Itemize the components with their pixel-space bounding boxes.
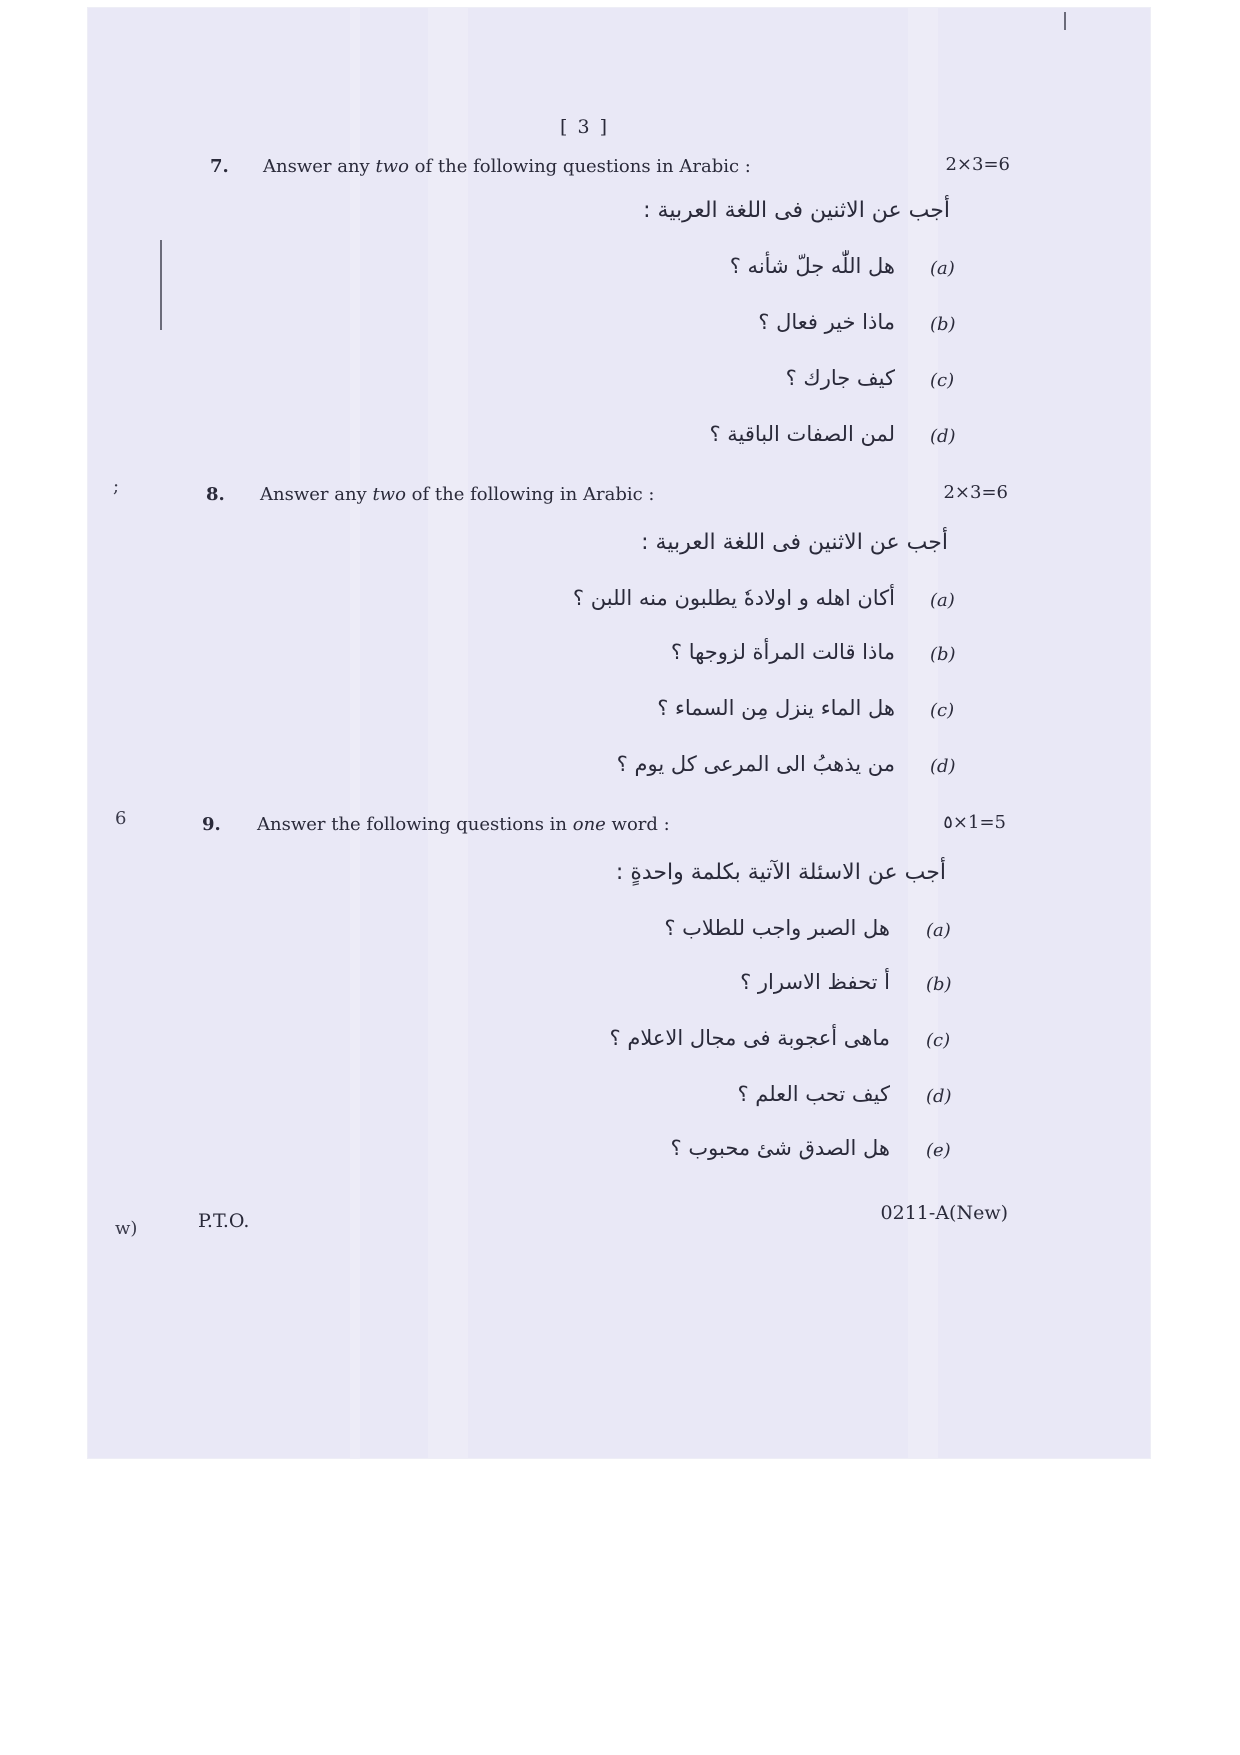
question-marks: 2×3=6 (943, 482, 1008, 503)
sub-question-text: من يذهبُ الى المرعى كل يوم ؟ (616, 752, 895, 776)
question-number: 8. (206, 484, 225, 505)
sub-question-text: ماذا قالت المرأة لزوجها ؟ (670, 640, 895, 664)
sub-question (0, 586, 1240, 626)
question-text-part: word : (605, 814, 670, 835)
sub-question (0, 310, 1240, 350)
question-text-emphasis: two (375, 156, 409, 177)
sub-question-text: هل اللّٰه جلّ شأنه ؟ (729, 254, 895, 278)
sub-question-label: (a) (926, 920, 951, 941)
sub-question (0, 916, 1240, 956)
question-text-part: Answer any (260, 484, 373, 505)
sub-question-text: ماذا خير فعال ؟ (758, 310, 895, 334)
sub-question (0, 1082, 1240, 1122)
sub-question-text: هل الماء ينزل مِن السماء ؟ (657, 696, 895, 720)
sub-question (0, 752, 1240, 792)
sub-question-text: هل الصدق شئ محبوب ؟ (670, 1136, 890, 1160)
question-marks: 2×3=6 (945, 154, 1010, 175)
sub-question (0, 1136, 1240, 1176)
sub-question-label: (d) (930, 426, 956, 447)
sub-question-label: (b) (930, 644, 956, 665)
sub-question-label: (a) (930, 590, 955, 611)
question-text (263, 156, 751, 177)
sub-question-label: (c) (926, 1030, 951, 1051)
question-text-part: Answer any (263, 156, 376, 177)
sub-question-label: (a) (930, 258, 955, 279)
arabic-instruction: أجب عن الاسئلة الآتية بكلمة واحدةٍ : (615, 860, 946, 885)
question-text-emphasis: one (572, 814, 606, 835)
sub-question (0, 422, 1240, 462)
sub-question (0, 696, 1240, 736)
pto-label: P.T.O. (198, 1210, 250, 1232)
question-marks: ٥×1=5 (943, 812, 1006, 833)
sub-question-label: (c) (930, 700, 955, 721)
question-text-part: of the following in Arabic : (405, 484, 655, 505)
sub-question (0, 640, 1240, 680)
sub-question-label: (b) (930, 314, 956, 335)
margin-mark: ; (113, 476, 120, 497)
arabic-instruction: أجب عن الاثنين فى اللغة العربية : (641, 530, 948, 555)
sub-question-label: (d) (930, 756, 956, 777)
sub-question-text: أ تحفظ الاسرار ؟ (740, 970, 890, 994)
sub-question (0, 1026, 1240, 1066)
margin-mark: w) (115, 1218, 138, 1239)
sub-question (0, 366, 1240, 406)
sub-question-label: (e) (926, 1140, 951, 1161)
question-number: 9. (202, 814, 221, 835)
sub-question (0, 970, 1240, 1010)
sub-question-text: أكان اهله و اولادهٗ يطلبون منه اللبن ؟ (572, 586, 895, 610)
sub-question-text: هل الصبر واجب للطلاب ؟ (664, 916, 890, 940)
page-number: [ 3 ] (560, 116, 609, 138)
question-number: 7. (210, 156, 229, 177)
scan-mark (1064, 12, 1066, 30)
sub-question-text: لمن الصفات الباقية ؟ (709, 422, 895, 446)
sub-question-label: (d) (926, 1086, 952, 1107)
sub-question-label: (c) (930, 370, 955, 391)
sub-question-text: ماهى أعجوبة فى مجال الاعلام ؟ (609, 1026, 890, 1050)
sub-question (0, 254, 1240, 294)
paper-code: 0211-A(New) (880, 1202, 1008, 1224)
arabic-instruction: أجب عن الاثنين فى اللغة العربية : (643, 198, 950, 223)
question-text-part: Answer the following questions in (257, 814, 573, 835)
question-text (257, 814, 670, 835)
sub-question-text: كيف جارك ؟ (785, 366, 895, 390)
question-text-emphasis: two (372, 484, 406, 505)
sub-question-text: كيف تحب العلم ؟ (737, 1082, 890, 1106)
question-text-part: of the following questions in Arabic : (408, 156, 751, 177)
margin-mark: 6 (115, 808, 127, 829)
question-text (260, 484, 654, 505)
sub-question-label: (b) (926, 974, 952, 995)
